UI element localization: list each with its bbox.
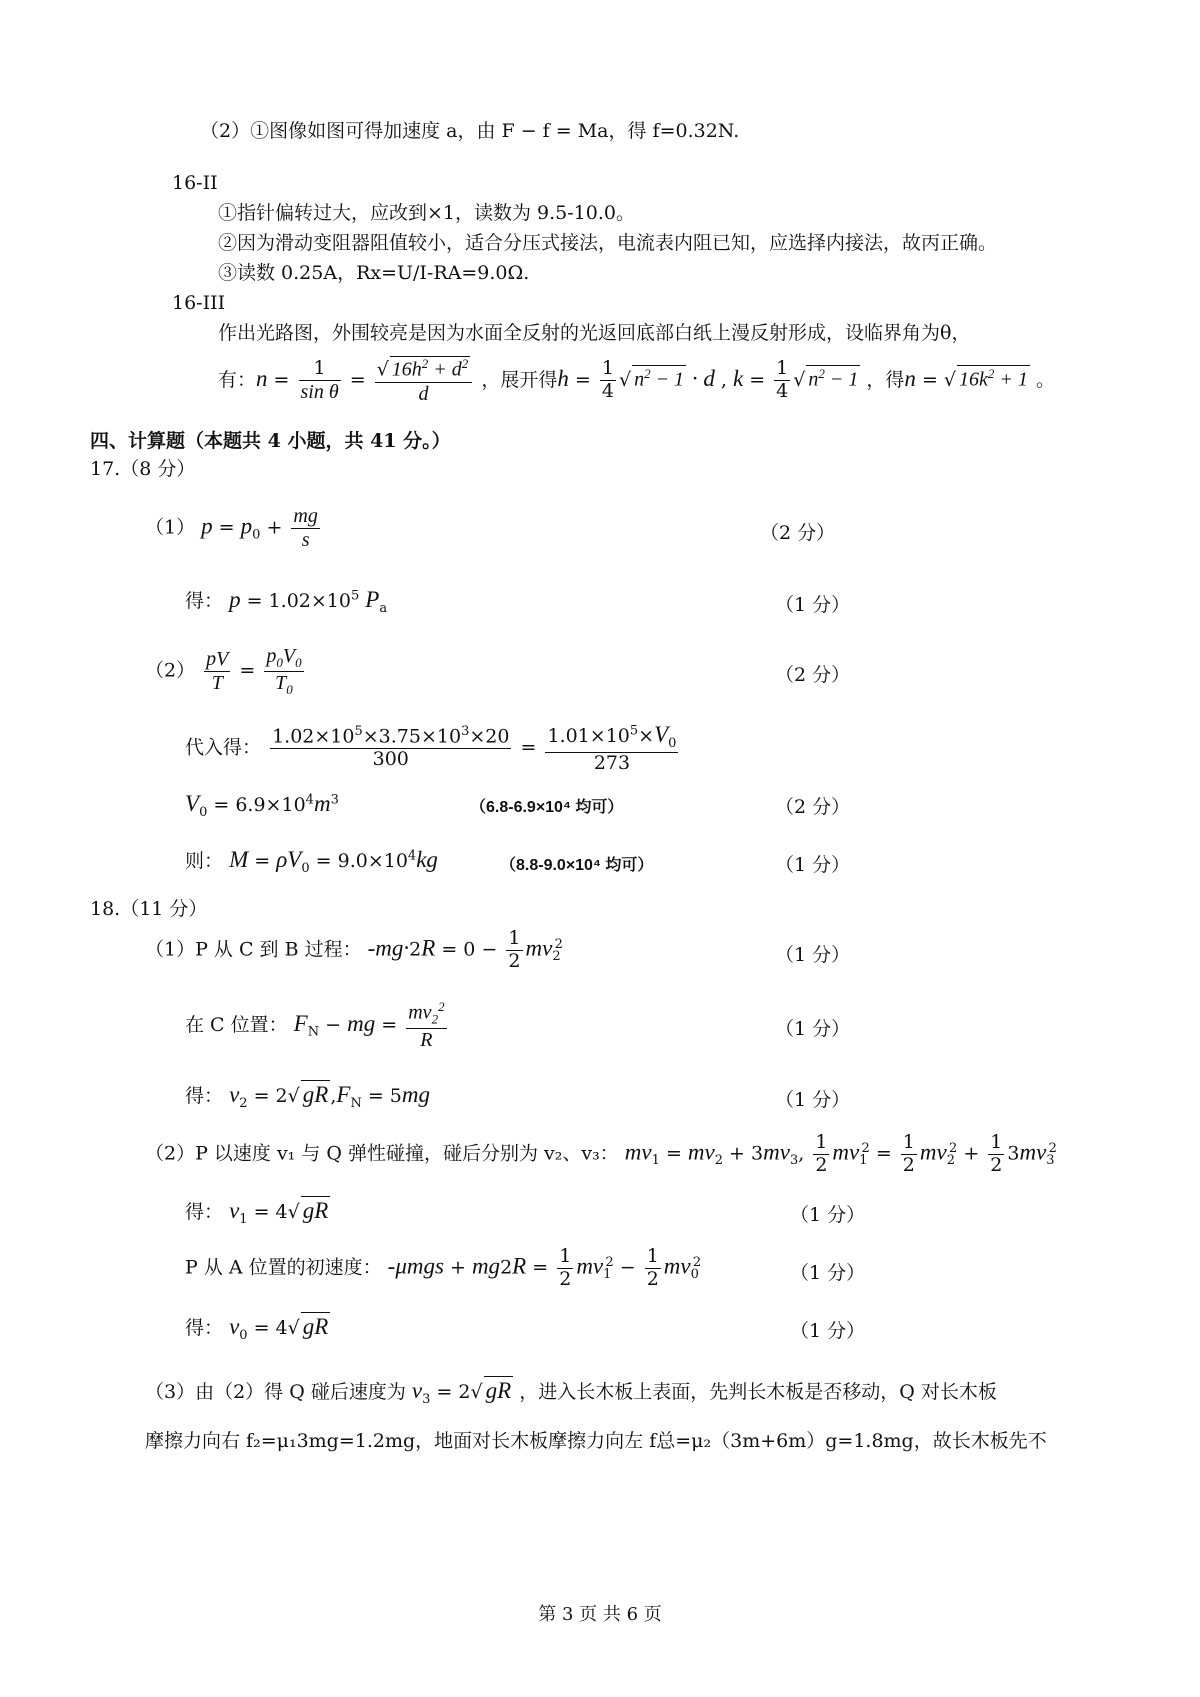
q17-part1-result: 得： $p = 1.02\times 10^5$ $P_a$ <box>185 587 388 616</box>
fraction: $\frac{mg}{s}$ <box>293 505 318 551</box>
q17-part2-label: （2） <box>145 659 196 682</box>
q18-part2d-formula: 得： $v_0 = 4√$ gR <box>185 1314 329 1343</box>
q18-part3-text-a: （3）由（2）得 Q 碰后速度为 <box>145 1381 406 1403</box>
q18-part1c-label: 得： <box>185 1085 224 1107</box>
q18-part2b-label: 得： <box>185 1201 224 1223</box>
score: （2 分） <box>775 664 851 686</box>
fraction: $\frac{1}{2}$ <box>508 927 521 972</box>
q17-mass-note: （8.8-9.0×10⁴ 均可） <box>500 857 654 874</box>
fraction: $\frac{1}{2}$ <box>902 1131 915 1176</box>
fraction: $\frac{1}{\text{sin θ}}$ <box>300 356 339 403</box>
fraction: $\frac{1.02\times 10^5\times 3.75\times 10^3\times 20}{300}$ <box>272 724 510 771</box>
q16-ii-line-1: ①指针偏转过大，应改到×1，读数为 9.5-10.0。 <box>218 202 635 224</box>
q18-part1b-formula: 在 C 位置： $F_N$ − mg = $\frac{mv_2^2}{R}$ <box>185 999 445 1051</box>
q16-part2-line: （2）①图像如图可得加速度 a，由 F − f = Ma，得 f=0.32N. <box>200 120 740 142</box>
fraction: $\frac{1}{2}$ <box>646 1245 659 1290</box>
section-title: 四、计算题（本题共 4 小题，共 41 分。） <box>90 430 451 452</box>
fraction: $\frac{1}{4}$ <box>776 357 789 403</box>
q18-part3-text-b: ，进入长木板上表面，先判长木板是否移动，Q 对长木板 <box>519 1381 997 1403</box>
q18-part2-label: （2）P 以速度 v₁ 与 Q 弹性碰撞，碰后分别为 v₂、v₃： <box>145 1142 619 1165</box>
fraction: $\frac{1}{4}$ <box>601 357 614 403</box>
q16-iii-line-1: 作出光路图，外围较亮是因为水面全反射的光返回底部白纸上漫反射形成，设临界角为θ， <box>218 322 971 344</box>
score: （1 分） <box>775 944 851 966</box>
page-footer: 第 3 页 共 6 页 <box>538 1604 662 1625</box>
q18-part2d-label: 得： <box>185 1317 224 1339</box>
q16-ii-line-2: ②因为滑动变阻器阻值较小，适合分压式接法，电流表内阻已知，应选择内接法，故丙正确。 <box>218 232 998 254</box>
q16-iii-header: 16-III <box>172 292 226 314</box>
fraction: $\frac{1.01\times 10^5\times V_0}{273}$ <box>547 722 677 774</box>
score: （1 分） <box>775 854 851 876</box>
fraction: $\frac{mv_2^2}{R}$ <box>408 999 445 1051</box>
result-label: 得： <box>185 590 224 612</box>
q18-part2-formula: （2）P 以速度 v₁ 与 Q 弹性碰撞，碰后分别为 v₂、v₃： $mv_1 = mv_2 + 3mv_3$, $\frac{1}{2}$ $mv_1^2$ = $\frac{1}{2}$ $mv_2^2$ + $\frac{1}{2}$ $3mv_3^2$ <box>145 1131 1057 1176</box>
fraction: $\frac{p_0V_0}{T_0}$ <box>266 645 302 697</box>
q16-iii-mid1: ，展开得 <box>481 368 558 391</box>
score: （1 分） <box>775 594 851 616</box>
score: （1 分） <box>775 1089 851 1111</box>
q17-v0-note: （6.8-6.9×10⁴ 均可） <box>470 799 624 816</box>
q18-part1-label: （1）P 从 C 到 B 过程： <box>145 938 362 961</box>
q17-part1-label: （1） <box>145 516 196 539</box>
q18-part3-line-1: （3）由（2）得 Q 碰后速度为 $v_3 = 2√$ gR ，进入长木板上表面，先判长木板是否移动，Q 对长木板 <box>145 1378 997 1407</box>
q17-mass-result: 则： $M = \rho V_0 = 9.0\times 10^4kg$ <box>185 847 438 876</box>
substitution-label: 代入得： <box>185 736 262 759</box>
fraction: $\frac{1}{2}$ <box>815 1131 828 1176</box>
q17-v0-result: $V_0 = 6.9\times 10^4m^3$ <box>185 791 339 820</box>
q17-header: 17.（8 分） <box>90 458 196 480</box>
q16-ii-header: 16-II <box>172 172 218 194</box>
score: （1 分） <box>790 1204 866 1226</box>
fraction: $\frac{√ 16h^2 + d^2}{d}$ <box>375 356 473 406</box>
fraction: $\frac{1}{2}$ <box>559 1245 572 1290</box>
q17-part2-formula: （2） $\frac{pV}{T}$ = $\frac{p_0V_0}{T_0}$ <box>145 645 302 697</box>
score: （1 分） <box>790 1320 866 1342</box>
score: （1 分） <box>775 1018 851 1040</box>
q17-substitution: 代入得： $\frac{1.02\times 10^5\times 3.75\times 10^3\times 20}{300}$ = $\frac{1.01\times 10^5\times V_0}{273}$ <box>185 722 677 774</box>
q18-part1-formula: （1）P 从 C 到 B 过程： -mg·2R = 0 − $\frac{1}{2}$ $mv_2^2$ <box>145 927 563 972</box>
score: （2 分） <box>760 522 836 544</box>
q18-header: 18.（11 分） <box>90 898 208 920</box>
q16-iii-prefix: 有： <box>218 368 257 391</box>
score: （2 分） <box>775 796 851 818</box>
q16-ii-line-3: ③读数 0.25A，Rx=U/I-RA=9.0Ω. <box>218 262 530 284</box>
q18-part1c-formula: 得： $v_2 = 2√$ gR $,F_N = 5mg$ <box>185 1082 431 1111</box>
q16-iii-mid2: ，得 <box>866 368 905 391</box>
q16-iii-formula-line: 有：n = $\frac{1}{\text{sin θ}}$ = $\frac{√ 16h^2 + d^2}{d}$ ，展开得h = $\frac{1}{4}$ √ $n^2 - 1 \cdot d$ , k = $\frac{1}{4}$ √ $n^2 - 1$ ，得n = √ $16k^2 + 1$ 。 <box>218 356 1055 405</box>
q18-part2b-formula: 得： $v_1 = 4√$ gR <box>185 1198 329 1227</box>
mass-label: 则： <box>185 850 224 872</box>
q18-part2c-formula: P 从 A 位置的初速度： -μmgs + mg2R = $\frac{1}{2}$ $mv_1^2$ − $\frac{1}{2}$ $mv_0^2$ <box>185 1245 702 1290</box>
q17-part1-formula: （1） $p = p_0$ + $\frac{mg}{s}$ <box>145 505 318 551</box>
q18-part1b-label: 在 C 位置： <box>185 1013 288 1036</box>
q18-part3-line-2: 摩擦力向右 f₂=μ₁3mg=1.2mg，地面对长木板摩擦力向左 f总=μ₂（3m+6m）g=1.8mg，故长木板先不 <box>145 1430 1047 1452</box>
score: （1 分） <box>790 1262 866 1284</box>
q18-part2c-label: P 从 A 位置的初速度： <box>185 1256 382 1279</box>
fraction: $\frac{pV}{T}$ <box>206 647 229 694</box>
fraction: $\frac{1}{2}$ <box>990 1131 1003 1176</box>
